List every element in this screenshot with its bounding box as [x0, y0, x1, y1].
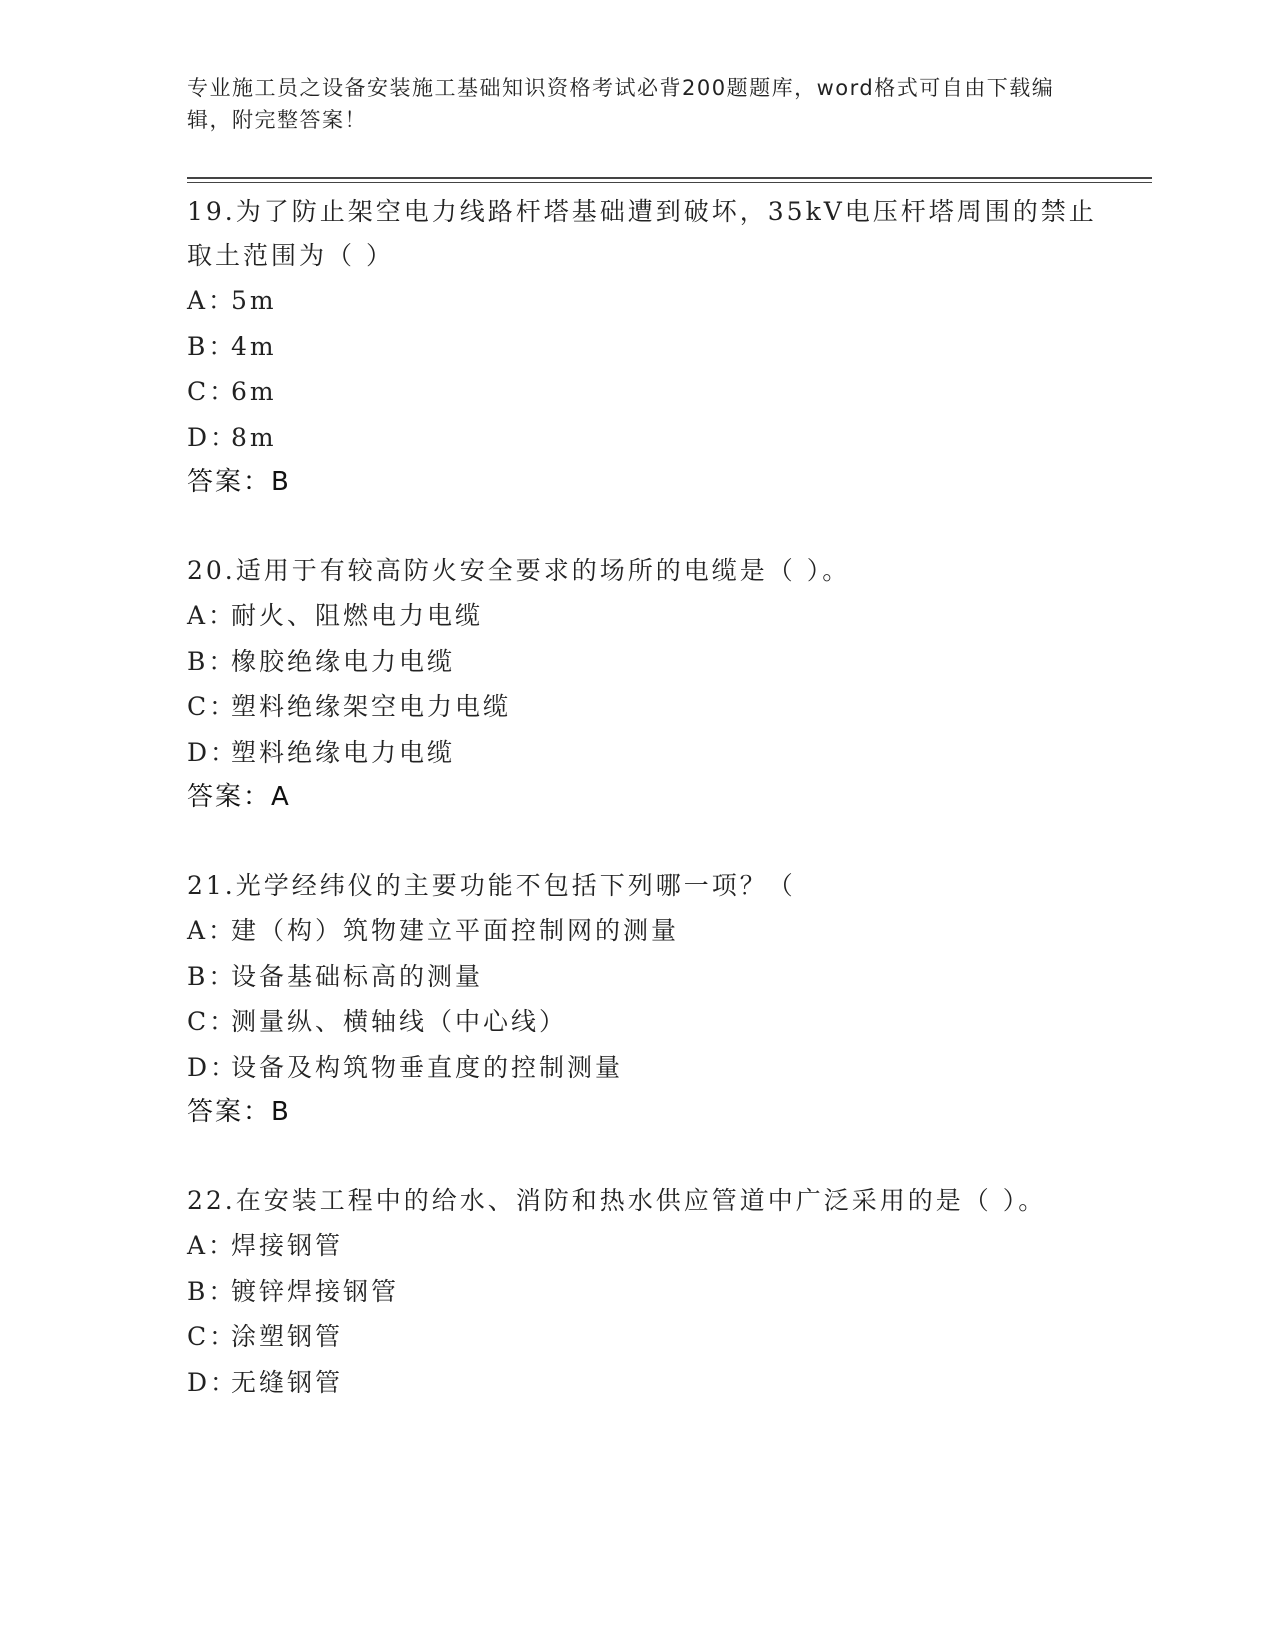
answer-line [187, 460, 1107, 504]
option-b [187, 324, 1107, 370]
header-divider-thin [187, 182, 1152, 183]
question-stem: 为了防止架空电力线路杆塔基础遭到破坏，35kV电压杆塔周围的禁止取土范围为（ ） [187, 197, 1097, 270]
option-a [187, 278, 1107, 324]
option-text: 镀锌焊接钢管 [231, 1276, 400, 1306]
option-key: D： [187, 737, 239, 767]
question-number: 20. [187, 556, 236, 585]
answer-value: B [271, 467, 291, 497]
question-number: 21. [187, 871, 236, 900]
question-list [187, 190, 1107, 1450]
option-a [187, 593, 1107, 639]
option-c [187, 684, 1107, 730]
question-stem: 在安装工程中的给水、消防和热水供应管道中广泛采用的是（ ）。 [235, 1186, 1047, 1215]
option-key: C： [187, 1322, 238, 1351]
answer-label: 答案： [187, 782, 272, 812]
option-text: 设备基础标高的测量 [231, 961, 484, 991]
option-key: D： [187, 1052, 239, 1082]
option-text: 涂塑钢管 [231, 1322, 344, 1351]
option-text: 橡胶绝缘电力电缆 [231, 646, 456, 676]
option-text: 4m [231, 331, 277, 361]
question-19 [187, 190, 1107, 504]
question-stem: 光学经纬仪的主要功能不包括下列哪一项？（ [235, 871, 796, 900]
question-stem: 适用于有较高防火安全要求的场所的电缆是（ ）。 [235, 556, 851, 585]
option-c [187, 999, 1107, 1045]
question-text [187, 549, 1107, 593]
option-c [187, 369, 1107, 415]
answer-line [187, 775, 1107, 819]
question-text [187, 1179, 1107, 1223]
option-key: C： [187, 377, 238, 406]
option-b [187, 1269, 1107, 1315]
answer-value: A [271, 782, 291, 812]
question-22 [187, 1179, 1107, 1405]
option-b [187, 954, 1107, 1000]
option-key: B： [187, 646, 237, 676]
answer-label: 答案： [187, 467, 272, 497]
option-key: C： [187, 692, 238, 721]
option-b [187, 639, 1107, 685]
option-text: 焊接钢管 [231, 1231, 344, 1260]
question-number: 22. [187, 1186, 236, 1215]
option-a [187, 1223, 1107, 1269]
option-text: 建（构）筑物建立平面控制网的测量 [231, 916, 680, 945]
option-key: A： [187, 601, 237, 630]
document-header: 专业施工员之设备安装施工基础知识资格考试必背200题题库，word格式可自由下载编辑，附完整答案！ [187, 76, 1055, 132]
header-divider-thick [187, 177, 1152, 179]
question-21 [187, 864, 1107, 1134]
option-key: B： [187, 961, 237, 991]
option-a [187, 908, 1107, 954]
question-text [187, 190, 1107, 278]
option-key: D： [187, 1367, 239, 1397]
option-key: A： [187, 286, 237, 315]
option-d [187, 415, 1107, 461]
option-d [187, 1045, 1107, 1091]
option-key: D： [187, 422, 239, 452]
option-text: 无缝钢管 [231, 1367, 344, 1397]
answer-line [187, 1090, 1107, 1134]
option-key: B： [187, 331, 237, 361]
option-c [187, 1314, 1107, 1360]
answer-label: 答案： [187, 1097, 272, 1127]
option-key: A： [187, 1231, 237, 1260]
option-text: 6m [231, 377, 277, 406]
option-text: 设备及构筑物垂直度的控制测量 [231, 1052, 624, 1082]
option-text: 8m [231, 422, 277, 452]
option-text: 塑料绝缘架空电力电缆 [231, 692, 512, 721]
question-20 [187, 549, 1107, 819]
option-key: B： [187, 1276, 237, 1306]
option-d [187, 1360, 1107, 1406]
option-key: C： [187, 1007, 238, 1036]
option-text: 5m [231, 286, 277, 315]
option-text: 测量纵、横轴线（中心线） [231, 1007, 568, 1036]
option-text: 塑料绝缘电力电缆 [231, 737, 456, 767]
option-d [187, 730, 1107, 776]
option-key: A： [187, 916, 237, 945]
option-text: 耐火、阻燃电力电缆 [231, 601, 484, 630]
question-text [187, 864, 1107, 908]
answer-value: B [271, 1097, 291, 1127]
question-number: 19. [187, 197, 236, 226]
